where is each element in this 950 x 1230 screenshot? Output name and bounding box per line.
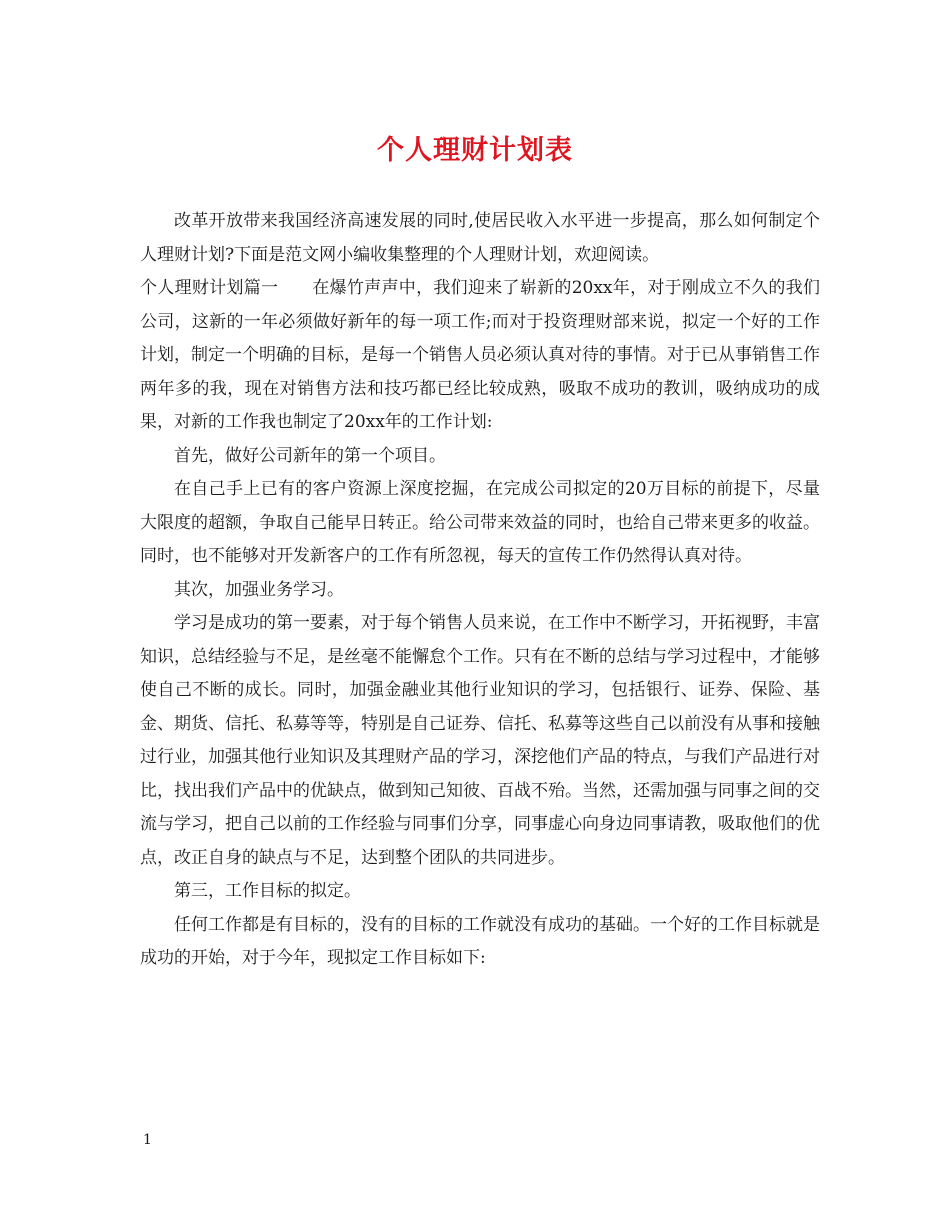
second-point-paragraph: 学习是成功的第一要素，对于每个销售人员来说，在工作中不断学习，开拓视野，丰富知识，总结经验与不足，是丝毫不能懈怠个工作。只有在不断的总结与学习过程中，才能够使自己不断的成长。同时，加强金融业其他行业知识的学习，包括银行、证券、保险、基金、期货、信托、私募等等，特别是自己证券、信托、私募等这些自己以前没有从事和接触过行业，加强其他行业知识及其理财产品的学习，深挖他们产品的特点，与我们产品进行对比，找出我们产品中的优缺点，做到知己知彼、百战不殆。当然，还需加强与同事之间的交流与学习，把自己以前的工作经验与同事们分享，同事虚心向身边同事请教，吸取他们的优点，改正自身的缺点与不足，达到整个团队的共同进步。	[140, 613, 820, 868]
third-point-paragraph: 任何工作都是有目标的，没有的目标的工作就没有成功的基础。一个好的工作目标就是成功的开始，对于今年，现拟定工作目标如下:	[140, 914, 820, 968]
page-number: 1	[143, 1132, 152, 1148]
plan-one-text: 在爆竹声声中，我们迎来了崭新的20xx年，对于刚成立不久的我们公司，这新的一年必须做好新年的每一项工作;而对于投资理财部来说，拟定一个好的工作计划，制定一个明确的目标，是每一个销售人员必须认真对待的事情。对于已从事销售工作两年多的我，现在对销售方法和技巧都已经比较成熟，吸取不成功的教训，吸纳成功的成果，对新的工作我也制定了20xx年的工作计划:	[140, 278, 820, 432]
section-heading: 个人理财计划篇一	[140, 278, 279, 298]
first-point-paragraph: 在自己手上已有的客户资源上深度挖掘，在完成公司拟定的20万目标的前提下，尽量大限度的超额，争取自己能早日转正。给公司带来效益的同时，也给自己带来更多的收益。同时，也不能够对开发新客户的工作有所忽视，每天的宣传工作仍然得认真对待。	[140, 479, 820, 566]
second-point-heading: 其次，加强业务学习。	[174, 579, 344, 600]
plan-one-paragraph	[140, 272, 820, 440]
document-title: 个人理财计划表	[377, 135, 573, 166]
third-point-heading: 第三，工作目标的拟定。	[174, 881, 361, 901]
document-body	[140, 205, 820, 976]
intro-paragraph: 改革开放带来我国经济高速发展的同时,使居民收入水平进一步提高，那么如何制定个人理财计划?下面是范文网小编收集整理的个人理财计划，欢迎阅读。	[140, 211, 820, 265]
first-point-heading: 首先，做好公司新年的第一个项目。	[174, 445, 446, 466]
